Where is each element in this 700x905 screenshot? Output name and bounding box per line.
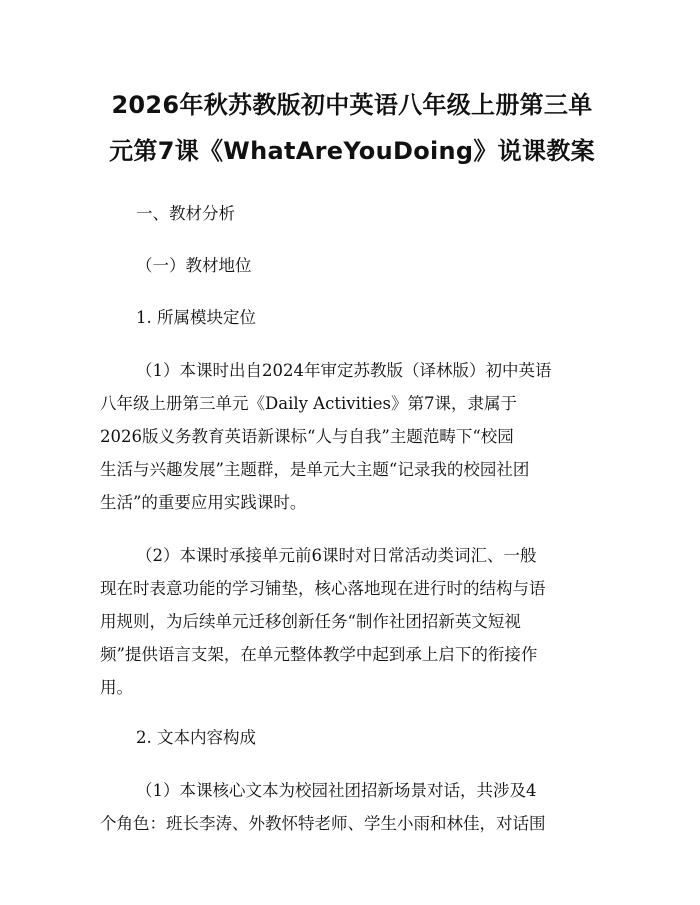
section-heading: 一、教材分析: [136, 204, 235, 223]
document-title: [100, 82, 604, 174]
paragraph-line: 生活与兴趣发展”主题群，是单元大主题“记录我的校园社团: [100, 460, 530, 479]
title-line: 2026年秋苏教版初中英语八年级上册第三单: [111, 91, 593, 119]
subsection-heading: （一）教材地位: [136, 256, 252, 275]
paragraph: [100, 539, 604, 704]
paragraph-line: 用。: [100, 678, 133, 697]
title-line: 元第7课《WhatAreYouDoing》说课教案: [109, 137, 595, 165]
paragraph-line: 用规则，为后续单元迁移创新任务“制作社团招新英文短视: [100, 612, 521, 631]
paragraph-line: 八年级上册第三单元《Daily Activities》第7课，隶属于: [100, 394, 517, 413]
paragraph-line: （1）本课核心文本为校园社团招新场景对话，共涉及4: [136, 781, 537, 800]
paragraph-line: 个角色：班长李涛、外教怀特老师、学生小雨和林佳，对话围: [100, 814, 546, 833]
paragraph-line: （2）本课时承接单元前6课时对日常活动类词汇、一般: [136, 546, 537, 565]
paragraph-line: 频”提供语言支架，在单元整体教学中起到承上启下的衔接作: [100, 645, 538, 664]
paragraph: [100, 354, 604, 519]
item-heading: 1. 所属模块定位: [136, 308, 256, 327]
paragraph: [100, 774, 604, 840]
paragraph-line: 现在时表意功能的学习铺垫，核心落地现在进行时的结构与语: [100, 579, 546, 598]
paragraph-line: 生活”的重要应用实践课时。: [100, 493, 307, 512]
item-heading: 2. 文本内容构成: [136, 728, 256, 747]
paragraph-line: （1）本课时出自2024年审定苏教版（译林版）初中英语: [136, 361, 552, 380]
paragraph-line: 2026版义务教育英语新课标“人与自我”主题范畴下“校园: [100, 427, 514, 446]
